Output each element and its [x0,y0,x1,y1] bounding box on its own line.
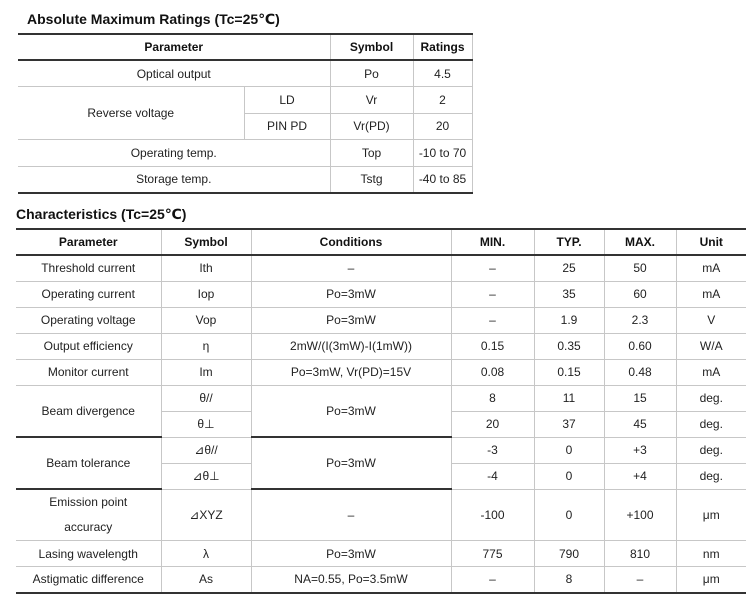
table-header-row [18,34,472,60]
cell-symbol: Vr(PD) [330,113,413,140]
cell-max: 60 [604,281,676,307]
cell-max: 0.60 [604,333,676,359]
header-max: MAX. [604,229,676,255]
cell-conditions: Po=3mW [251,541,451,567]
cell-conditions: NA=0.55, Po=3.5mW [251,567,451,593]
cell-parameter: Reverse voltage [18,87,244,140]
absolute-max-title: Absolute Maximum Ratings (Tc=25℃) [27,11,280,27]
table-row [18,166,472,193]
cell-parameter: Operating temp. [18,140,330,167]
cell-min: – [451,255,534,281]
cell-parameter: Output efficiency [16,333,161,359]
table-row [16,489,746,541]
cell-symbol: Vop [161,307,251,333]
cell-parameter: Optical output [18,60,330,87]
cell-min: – [451,567,534,593]
cell-symbol: θ⊥ [161,411,251,437]
table-row [16,541,746,567]
table-row [16,255,746,281]
header-symbol: Symbol [161,229,251,255]
table-row [18,140,472,167]
cell-conditions: 2mW/(I(3mW)-I(1mW)) [251,333,451,359]
cell-parameter: Monitor current [16,359,161,385]
parameter-line: accuracy [64,520,113,534]
cell-max: +100 [604,489,676,541]
cell-conditions: Po=3mW [251,437,451,489]
cell-typ: 0 [534,437,604,463]
cell-unit: deg. [676,437,746,463]
cell-symbol: Vr [330,87,413,114]
header-conditions: Conditions [251,229,451,255]
absolute-max-table [18,33,472,194]
cell-unit: mA [676,255,746,281]
cell-min: 0.15 [451,333,534,359]
cell-symbol: Iop [161,281,251,307]
cell-symbol: Top [330,140,413,167]
cell-max: 2.3 [604,307,676,333]
table-row [16,359,746,385]
cell-min: -3 [451,437,534,463]
cell-parameter: Astigmatic difference [16,567,161,593]
cell-symbol: Im [161,359,251,385]
cell-typ: 0 [534,463,604,489]
cell-min: – [451,307,534,333]
cell-parameter: Storage temp. [18,166,330,193]
cell-rating: 20 [413,113,472,140]
header-ratings: Ratings [413,34,472,60]
cell-typ: 35 [534,281,604,307]
cell-parameter: Threshold current [16,255,161,281]
table-row [16,567,746,593]
parameter-line: Emission point [49,495,128,509]
cell-symbol: θ// [161,385,251,411]
cell-typ: 0 [534,489,604,541]
cell-symbol: Tstg [330,166,413,193]
cell-rating: -10 to 70 [413,140,472,167]
cell-conditions: Po=3mW [251,385,451,437]
cell-conditions: Po=3mW, Vr(PD)=15V [251,359,451,385]
cell-unit: deg. [676,385,746,411]
cell-unit: V [676,307,746,333]
cell-symbol: η [161,333,251,359]
cell-max: 0.48 [604,359,676,385]
cell-symbol: As [161,567,251,593]
cell-max: 15 [604,385,676,411]
cell-sub-parameter: LD [244,87,330,114]
cell-typ: 11 [534,385,604,411]
table-row [18,87,472,114]
characteristics-title: Characteristics (Tc=25℃) [16,206,187,222]
cell-conditions: Po=3mW [251,307,451,333]
header-parameter: Parameter [18,34,330,60]
cell-conditions: – [251,489,451,541]
cell-typ: 25 [534,255,604,281]
cell-parameter: Lasing wavelength [16,541,161,567]
cell-min: 775 [451,541,534,567]
cell-typ: 37 [534,411,604,437]
cell-symbol: ⊿θ// [161,437,251,463]
cell-parameter: Beam divergence [16,385,161,437]
cell-typ: 0.35 [534,333,604,359]
cell-parameter: Operating current [16,281,161,307]
cell-min: 0.08 [451,359,534,385]
table-header-row [16,229,746,255]
cell-symbol: λ [161,541,251,567]
header-typ: TYP. [534,229,604,255]
cell-typ: 8 [534,567,604,593]
table-row [16,437,746,463]
cell-typ: 1.9 [534,307,604,333]
cell-max: 45 [604,411,676,437]
cell-conditions: – [251,255,451,281]
cell-max: +3 [604,437,676,463]
cell-sub-parameter: PIN PD [244,113,330,140]
header-parameter: Parameter [16,229,161,255]
cell-unit: nm [676,541,746,567]
header-unit: Unit [676,229,746,255]
cell-min: -4 [451,463,534,489]
cell-rating: 4.5 [413,60,472,87]
cell-parameter [16,489,161,541]
cell-unit: W/A [676,333,746,359]
cell-typ: 0.15 [534,359,604,385]
cell-min: – [451,281,534,307]
cell-conditions: Po=3mW [251,281,451,307]
cell-unit: μm [676,567,746,593]
cell-parameter: Beam tolerance [16,437,161,489]
characteristics-table [16,228,746,594]
cell-unit: deg. [676,411,746,437]
cell-rating: -40 to 85 [413,166,472,193]
cell-max: 810 [604,541,676,567]
table-row [18,60,472,87]
cell-unit: mA [676,359,746,385]
cell-max: 50 [604,255,676,281]
cell-unit: mA [676,281,746,307]
cell-unit: μm [676,489,746,541]
cell-rating: 2 [413,87,472,114]
cell-parameter: Operating voltage [16,307,161,333]
cell-unit: deg. [676,463,746,489]
header-min: MIN. [451,229,534,255]
table-row [16,385,746,411]
cell-max: +4 [604,463,676,489]
cell-min: 8 [451,385,534,411]
header-symbol: Symbol [330,34,413,60]
cell-symbol: Po [330,60,413,87]
cell-typ: 790 [534,541,604,567]
cell-symbol: ⊿θ⊥ [161,463,251,489]
cell-symbol: Ith [161,255,251,281]
cell-symbol: ⊿XYZ [161,489,251,541]
cell-min: 20 [451,411,534,437]
cell-min: -100 [451,489,534,541]
table-row [16,333,746,359]
cell-max: – [604,567,676,593]
table-row [16,307,746,333]
table-row [16,281,746,307]
